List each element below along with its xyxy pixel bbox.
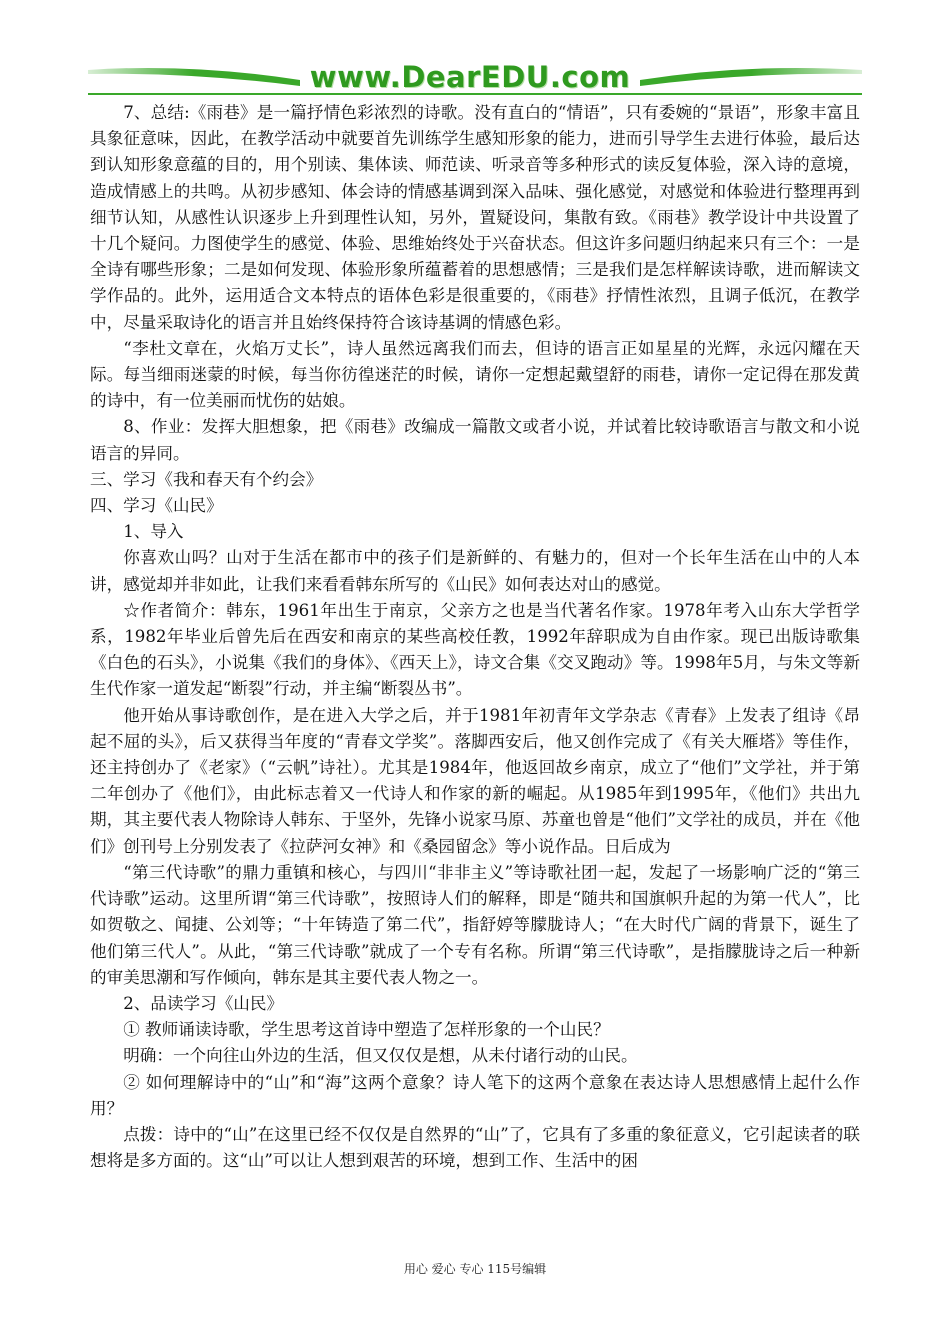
question: ② 如何理解诗中的“山”和“海”这两个意象？诗人笔下的这两个意象在表达诗人思想感情上起什么作用？: [90, 1072, 860, 1118]
document-body: [90, 100, 860, 1174]
section-heading: 三、学习《我和春天有个约会》: [90, 469, 323, 489]
page-footer: 用心 爱心 专心 115号编辑: [403, 1262, 547, 1276]
section-heading: 四、学习《山民》: [90, 496, 223, 516]
paragraph: ☆作者简介：韩东，1961年出生于南京，父亲方之也是当代著名作家。1978年考入山东大学哲学系，1982年毕业后曾先后在西安和南京的某些高校任教，1992年辞职成为自由作家。现已出版诗歌集《白色的石头》，小说集《我们的身体》、《西天上》，诗文合集《交叉跑动》等。1998年5月，与朱文等新生代作家一道发起“断裂”行动，并主编“断裂丛书”。: [90, 600, 860, 699]
subheading: 1、导入: [123, 522, 184, 542]
page-header: [0, 0, 950, 100]
paragraph: 点拨：诗中的“山”在这里已经不仅仅是自然界的“山”了，它具有了多重的象征意义，它引起读者的联想将是多方面的。这“山”可以让人想到艰苦的环境，想到工作、生活中的困: [90, 1124, 860, 1171]
paragraph: 你喜欢山吗？山对于生活在都市中的孩子们是新鲜的、有魅力的，但对一个长年生活在山中的人本讲，感觉却并非如此，让我们来看看韩东所写的《山民》如何表达对山的感觉。: [90, 548, 860, 594]
site-logo[interactable]: www.DearEDU.com: [309, 60, 631, 94]
paragraph: 他开始从事诗歌创作，是在进入大学之后，并于1981年初青年文学杂志《青春》上发表了组诗《昂起不屈的头》，后又获得当年度的“青春文学奖”。落脚西安后，他又创作完成了《有关大雁塔》等佳作，还主持创办了《老家》（“云帆”诗社）。尤其是1984年，他返回故乡南京，成立了“他们”文学社，并于第二年创办了《他们》，由此标志着又一代诗人和作家的新的崛起。从1985年到1995年，《他们》共出九期，其主要代表人物除诗人韩东、于坚外，先锋小说家马原、苏童也曾是“他们”文学社的成员，并在《他们》创刊号上分别发表了《拉萨河女神》和《桑园留念》等小说作品。日后成为: [90, 705, 860, 856]
paragraph: “李杜文章在，火焰万丈长”，诗人虽然远离我们而去，但诗的语言正如星星的光辉，永远闪耀在天际。每当细雨迷蒙的时候，每当你彷徨迷茫的时候，请你一定想起戴望舒的雨巷，请你一定记得在那发黄的诗中，有一位美丽而忧伤的姑娘。: [90, 338, 860, 411]
paragraph: “第三代诗歌”的鼎力重镇和核心，与四川“非非主义”等诗歌社团一起，发起了一场影响广泛的“第三代诗歌”运动。这里所谓“第三代诗歌”，按照诗人们的解释，即是“随共和国旗帜升起的为第一代人”，比如贺敬之、闻捷、公刘等；“十年铸造了第二代”，指舒婷等朦胧诗人；“在大时代广阔的背景下，诞生了他们第三代人”。从此，“第三代诗歌”就成了一个专有名称。所谓“第三代诗歌”，是指朦胧诗之后一种新的审美思潮和写作倾向，韩东是其主要代表人物之一。: [90, 862, 860, 987]
left-swoosh: [88, 68, 300, 86]
right-swoosh: [640, 68, 862, 86]
answer: 明确：一个向往山外边的生活，但又仅仅是想，从未付诸行动的山民。: [123, 1046, 638, 1066]
paragraph: 7、总结:《雨巷》是一篇抒情色彩浓烈的诗歌。没有直白的“情语”，只有委婉的“景语”，形象丰富且具象征意味，因此，在教学活动中就要首先训练学生感知形象的能力，进而引导学生去进行体验，最后达到认知形象意蕴的目的，用个别读、集体读、师范读、听录音等多种形式的读反复体验，深入诗的意境，造成情感上的共鸣。从初步感知、体会诗的情感基调到深入品味、强化感觉，对感觉和体验进行整理再到细节认知，从感性认识逐步上升到理性认知，另外，置疑设问，集散有致。《雨巷》教学设计中共设置了十几个疑问。力图使学生的感觉、体验、思维始终处于兴奋状态。但这许多问题归纳起来只有三个：一是全诗有哪些形象；二是如何发现、体验形象所蕴蓄着的思想感情；三是我们是怎样解读诗歌，进而解读文学作品的。此外，运用适合文本特点的语体色彩是很重要的，《雨巷》抒情性浓烈，且调子低沉，在教学中，尽量采取诗化的语言并且始终保持符合该诗基调的情感色彩。: [90, 103, 860, 332]
question: ① 教师诵读诗歌，学生思考这首诗中塑造了怎样形象的一个山民？: [123, 1020, 610, 1040]
paragraph: 8、作业：发挥大胆想象，把《雨巷》改编成一篇散文或者小说，并试着比较诗歌语言与散文和小说语言的异同。: [90, 417, 860, 463]
subheading: 2、品读学习《山民》: [123, 993, 284, 1013]
